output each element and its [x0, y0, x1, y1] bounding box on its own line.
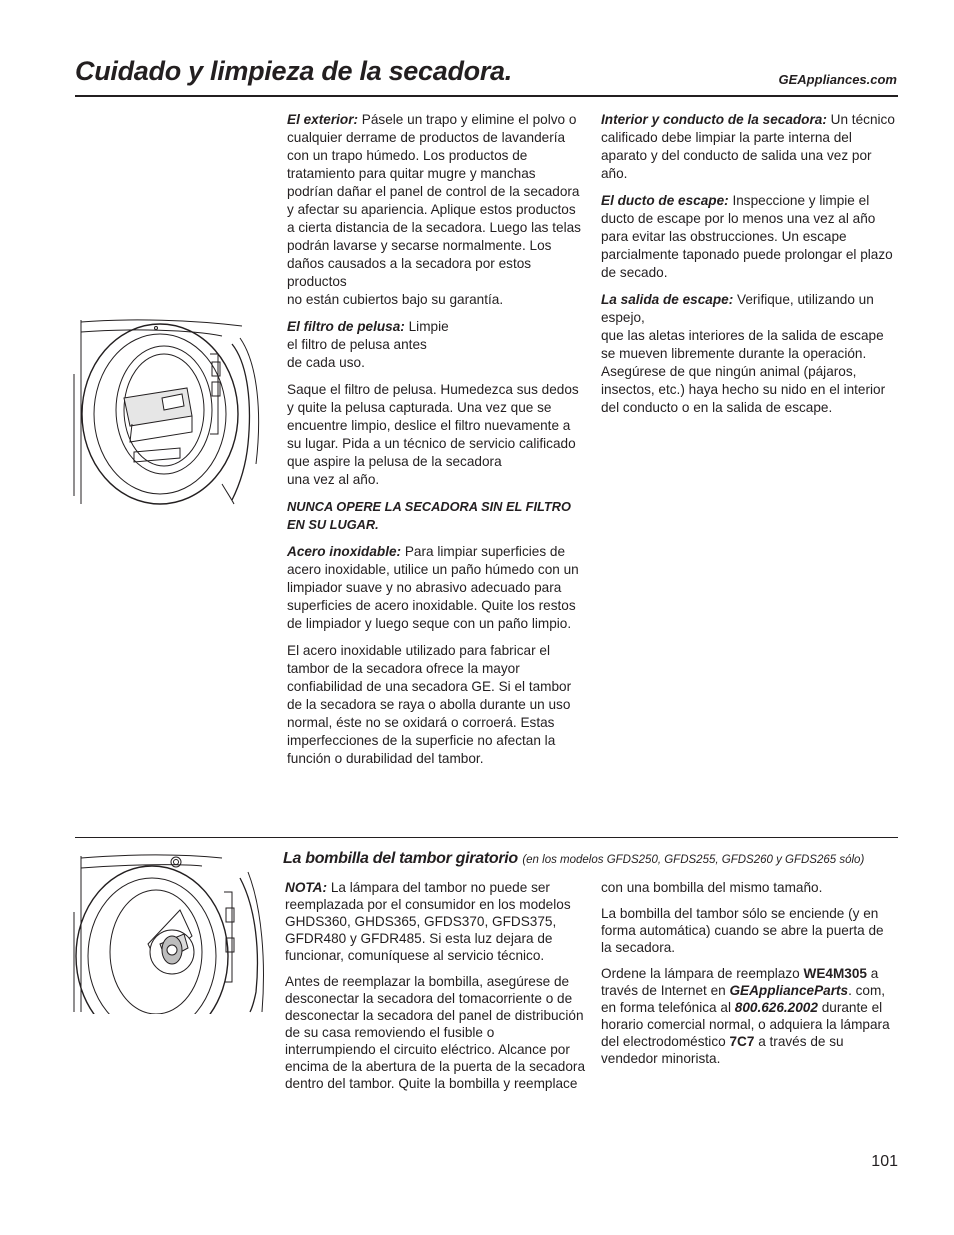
interior-paragraph: [601, 111, 897, 183]
column-left-bottom: [285, 879, 585, 1101]
exterior-paragraph: [287, 111, 583, 309]
order-paragraph: [601, 965, 897, 1067]
exhaust-hood-paragraph: [601, 291, 897, 417]
exhaust-duct-text: Inspeccione y limpie el ducto de escape por lo menos una vez al año para evitar las obstrucciones. Un escape parcialmente taponado puede prolongar el plazo de secado.: [601, 193, 893, 280]
lint-filter-paragraph-2: [287, 381, 583, 489]
parts-website: GEApplianceParts: [729, 983, 849, 998]
note-paragraph: [285, 879, 585, 964]
order-text-3: . com, en forma telefónica al: [601, 983, 886, 1015]
lint-filter-line-3: de cada uso.: [287, 355, 365, 370]
lint-filter-paragraph: [287, 318, 583, 372]
part-number-2: 7C7: [729, 1034, 755, 1049]
lint-filter-line-2: el filtro de pelusa antes: [287, 337, 427, 352]
site-url: GEAppliances.com: [778, 72, 897, 87]
exterior-label: El exterior:: [287, 112, 359, 127]
column-right-bottom: [601, 879, 897, 1076]
lint-filter-label: El filtro de pelusa:: [287, 319, 405, 334]
lint-filter-para-2: Saque el filtro de pelusa. Humedezca sus dedos y quite la pelusa capturada. Una vez que se encuentre limpio, deslice el filtro nuevamente a su lugar. Pida a un técnico de servicio calificado que aspire la pelusa de la secadora: [287, 382, 579, 469]
stainless-paragraph-2: El acero inoxidable utilizado para fabricar el tambor de la secadora ofrece la mayor confiabilidad de una secadora GE. Si el tambor de la secadora se raya o abolla durante un uso normal, éste no se oxidará o corroerá. Estas imperfecciones de la superficie no afectan la función o durabilidad del tambor.: [287, 643, 572, 766]
lint-filter-warning: NUNCA OPERE LA SECADORA SIN EL FILTRO EN SU LUGAR.: [287, 499, 571, 532]
bulb-replace-paragraph: Antes de reemplazar la bombilla, asegúrese de desconectar la secadora del tomacorriente o de desconectar la secadora del panel de distribución de su casa removiendo el fusible o interrumpiendo el circuito eléctrico. Alcance por encima de la abertura de la puerta de la secadora dentro del tambor. Quite la bombilla y reemplace: [285, 974, 586, 1091]
parts-phone: 800.626.2002: [734, 1000, 818, 1015]
part-number: WE4M305: [803, 966, 867, 981]
exhaust-duct-label: El ducto de escape:: [601, 193, 729, 208]
lint-filter-line-1: Limpie: [408, 319, 449, 334]
note-text: La lámpara del tambor no puede ser reemplazada por el consumidor en los modelos GHDS360, GHDS365, GFDS370, GFDS375, GFDR480 y GFDR485. Si esta luz dejara de funcionar, comuníquese al servicio técnico.: [285, 880, 571, 963]
exhaust-duct-paragraph: [601, 192, 897, 282]
order-text-5: a través de su vendedor minorista.: [601, 1034, 844, 1066]
stainless-text: Para limpiar superficies de acero inoxidable, utilice un paño húmedo con un limpiador suave y no abrasivo adecuado para superficies de acero inoxidable. Quite los restos de limpiador y luego seque con un paño limpio.: [287, 544, 579, 631]
bulb-same-size-paragraph: con una bombilla del mismo tamaño.: [601, 880, 823, 895]
order-text-4: durante el horario comercial normal, o adquiera la lámpara del electrodoméstico: [601, 1000, 890, 1049]
lint-filter-illustration: [72, 314, 262, 506]
exhaust-hood-text-end: que las aletas interiores de la salida de escape se mueven libremente durante la operación. Asegúrese de que ningún animal (pájaros, insectos, etc.) haya hecho su nido en el interior del conducto o en la salida de escape.: [601, 328, 886, 415]
bulb-auto-paragraph: La bombilla del tambor sólo se enciende (y en forma automática) cuando se abre la puerta de la secadora.: [601, 906, 884, 955]
lint-filter-para-2-end: una vez al año.: [287, 472, 380, 487]
header-rule: [75, 95, 898, 97]
exterior-text: Pásele un trapo y elimine el polvo o cualquier derrame de productos de lavandería con un trapo húmedo. Los productos de tratamiento para quitar mugre y manchas podrían dañar el panel de control de la secadora y afectar su apariencia. Aplique estos productos a cierta distancia de la secadora. Luego las telas podrán lavarse y secarse normalmente. Los daños causados a la secadora por estos productos: [287, 112, 581, 289]
order-text-1: Ordene la lámpara de reemplazo: [601, 966, 800, 981]
drum-light-title: La bombilla del tambor giratorio: [283, 850, 518, 867]
interior-label: Interior y conducto de la secadora:: [601, 112, 827, 127]
note-label: NOTA:: [285, 880, 328, 895]
order-text-2: a través de Internet en: [601, 966, 879, 998]
page-title: Cuidado y limpieza de la secadora.: [75, 56, 512, 86]
exhaust-hood-text: Verifique, utilizando un espejo,: [601, 292, 874, 325]
stainless-label: Acero inoxidable:: [287, 544, 402, 559]
drum-light-subtitle: (en los modelos GFDS250, GFDS255, GFDS260 y GFDS265 sólo): [522, 854, 865, 866]
drum-light-illustration: [72, 852, 266, 1014]
exhaust-hood-label: La salida de escape:: [601, 292, 734, 307]
page-number: 101: [871, 1153, 898, 1170]
stainless-paragraph: [287, 543, 583, 633]
exterior-text-end: no están cubiertos bajo su garantía.: [287, 292, 504, 307]
section-divider: [75, 837, 898, 838]
column-left-top: [287, 111, 583, 777]
interior-text: Un técnico calificado debe limpiar la parte interna del aparato y del conducto de salida una vez por año.: [601, 112, 895, 181]
column-right-top: [601, 111, 897, 426]
drum-light-heading: [283, 850, 864, 868]
